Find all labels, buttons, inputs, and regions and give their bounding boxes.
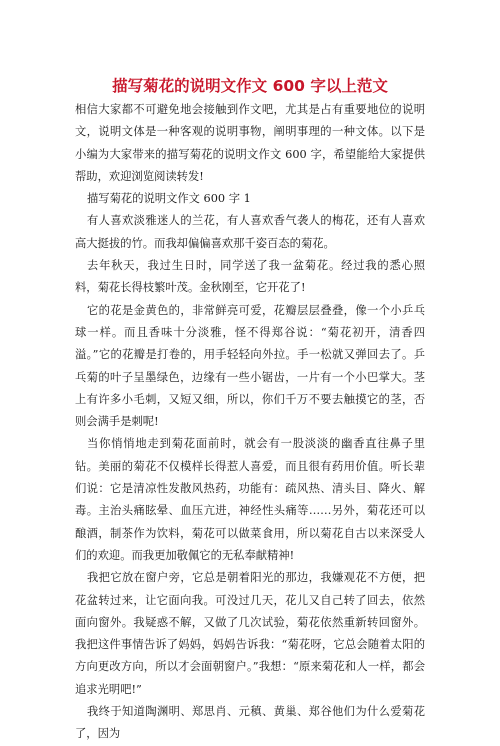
article-title: 描写菊花的说明文作文 600 字以上范文 [112,77,388,95]
body-paragraph-2: 去年秋天，我过生日时，同学送了我一盆菊花。经过我的悉心照料，菊花长得枝繁叶茂。金秋刚至，它开花了! [75,259,425,295]
body-paragraph-5: 我把它放在窗户旁，它总是朝着阳光的那边，我嫌观花不方便，把花盆转过来，让它面向我。可没过几天，花儿又自己转了回去，依然面向窗外。我疑惑不解，又做了几次试验，菊花依然重新转回窗外。我把这件事情告诉了妈妈，妈妈告诉我：“菊花呀，它总会随着太阳的方向更改方向，所以才会面朝窗户。”我想：“原来菊花和人一样，都会追求光明吧!” [75,571,425,696]
article-body [75,99,425,746]
body-paragraph-3: 它的花是金黄色的，非常鲜亮可爱，花瓣层层叠叠，像一个小乒乓球一样。而且香味十分淡雅，怪不得郑谷说：“菊花初开，清香四溢。”它的花瓣是打卷的，用手轻轻向外拉。手一松就又弹回去了。乒乓菊的叶子呈墨绿色，边缘有一些小锯齿，一片有一个小巴掌大。茎上有许多小毛刺，又短又细，所以，你们千万不要去触摸它的茎，否则会满手是刺呢! [75,303,425,429]
intro-paragraph: 相信大家都不可避免地会接触到作文吧，尤其是占有重要地位的说明文，说明文体是一种客观的说明事物，阐明事理的一种文体。以下是小编为大家带来的描写菊花的说明文作文 600 字，希望能给大家提供帮助，欢迎浏览阅读转发! [75,103,425,183]
section-heading: 描写菊花的说明文作文 600 字 1 [87,192,251,206]
body-paragraph-4: 当你悄悄地走到菊花面前时，就会有一股淡淡的幽香直往鼻子里钻。美丽的菊花不仅模样长得惹人喜爱，而且很有药用价值。听长辈们说：它是清凉性发散风热药，功能有：疏风热、清头目、降火、解毒。主治头痛眩晕、血压亢进，神经性头痛等……另外，菊花还可以酿酒，制茶作为饮料，菊花可以做菜食用，所以菊花自古以来深受人们的欢迎。而我更加敬佩它的无私奉献精神! [75,437,425,562]
body-paragraph-1: 有人喜欢淡雅迷人的兰花，有人喜欢香气袭人的梅花，还有人喜欢高大挺拔的竹。而我却偏偏喜欢那千姿百态的菊花。 [75,214,425,250]
body-paragraph-6: 我终于知道陶渊明、郑思肖、元稹、黄巢、郑谷他们为什么爱菊花了，因为 [75,705,425,741]
